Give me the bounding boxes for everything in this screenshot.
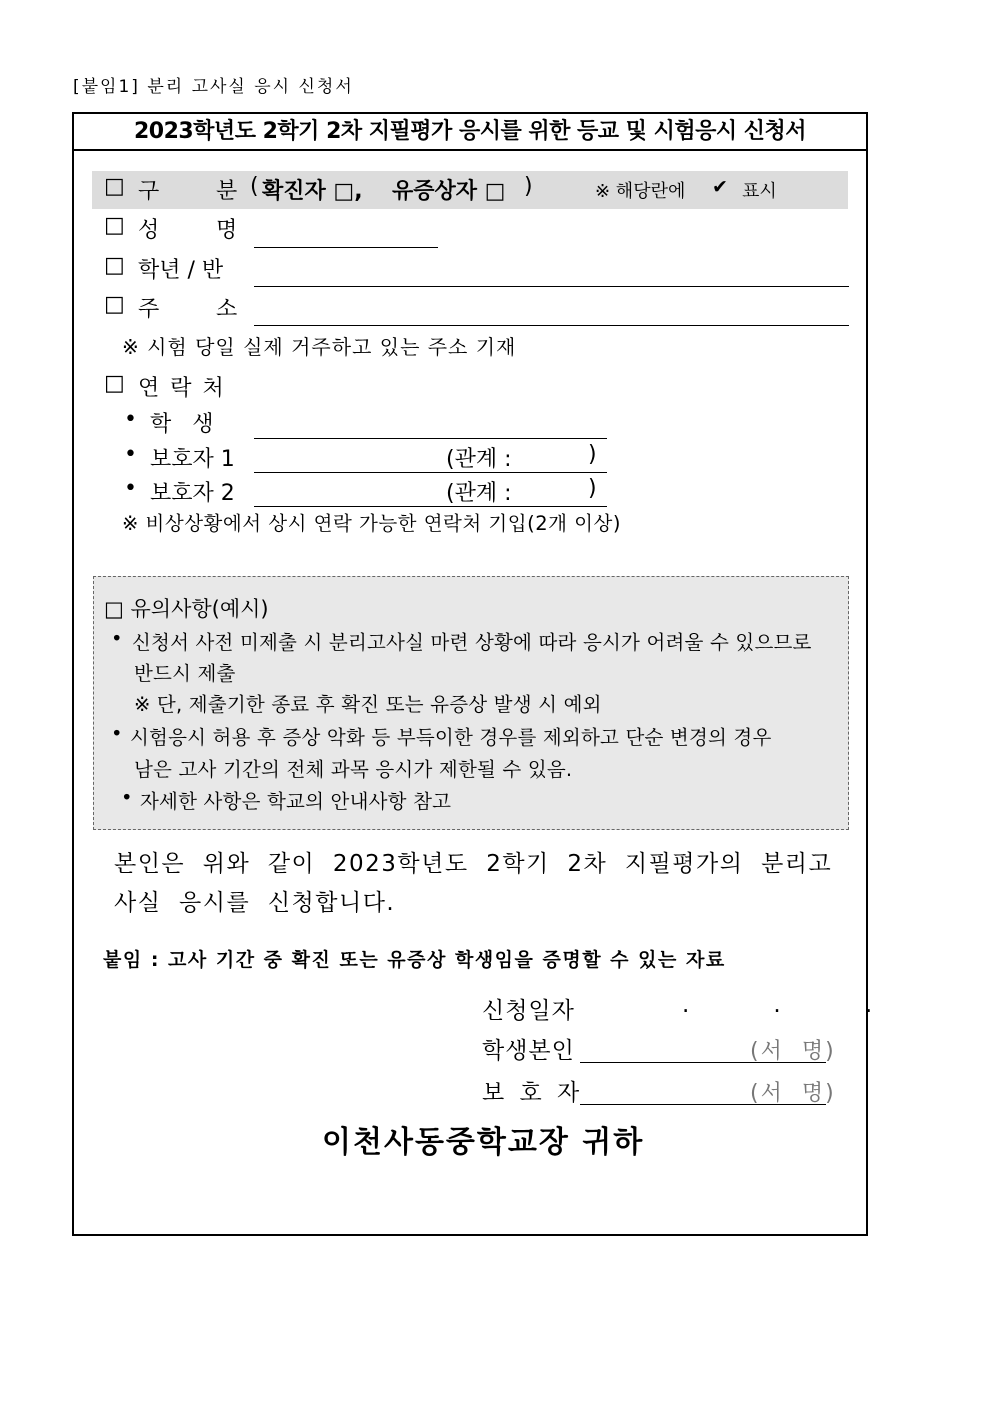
category-open-paren: ( — [250, 174, 259, 199]
contact-guardian2-label: 보호자 2 — [150, 481, 235, 506]
category-hint-prefix: ※ 해당란에 — [595, 181, 686, 202]
student-phone-input-line[interactable] — [254, 438, 607, 439]
guardian-signature-label: 보 호 자 — [482, 1080, 584, 1106]
guardian2-phone-input-line[interactable] — [254, 506, 607, 507]
grade-class-checkbox: □ — [104, 253, 125, 278]
guardian1-relation-close: ) — [588, 442, 597, 467]
bullet-student: • — [124, 407, 137, 432]
bullet-guardian1: • — [124, 442, 137, 467]
contact-guardian1-label: 보호자 1 — [150, 447, 235, 472]
address-checkbox: □ — [104, 292, 125, 317]
checkmark-icon: ✔ — [712, 176, 728, 198]
caution-item2-line1: 시험응시 허용 후 증상 악화 등 부득이한 경우를 제외하고 단순 변경의 경우 — [130, 726, 772, 749]
guardian-signature-line[interactable] — [580, 1104, 826, 1105]
caution-item3: 자세한 사항은 학교의 안내사항 참고 — [140, 790, 452, 813]
addressee: 이천사동중학교장 귀하 — [322, 1125, 645, 1160]
contact-checkbox: □ — [104, 371, 125, 396]
form-title: 2023학년도 2학기 2차 지필평가 응시를 위한 등교 및 시험응시 신청서 — [74, 114, 866, 151]
caution-bullet-3: • — [121, 786, 133, 809]
contact-student-label: 학 생 — [150, 412, 214, 437]
attachment-label: [붙임1] 분리 고사실 응시 신청서 — [73, 77, 354, 97]
guardian2-relation-label: (관계 : — [446, 481, 512, 506]
application-form — [72, 112, 874, 1236]
name-label-part2: 명 — [216, 218, 238, 243]
caution-bullet-2: • — [111, 722, 123, 745]
declaration-line1: 본인은 위와 같이 2023학년도 2학기 2차 지필평가의 분리고 — [114, 851, 833, 877]
caution-item1-sub: ※ 단, 제출기한 종료 후 확진 또는 유증상 발생 시 예외 — [134, 693, 602, 716]
caution-item2-line2: 남은 고사 기간의 전체 과목 응시가 제한될 수 있음. — [134, 758, 573, 781]
category-label-part2: 분 — [216, 179, 238, 204]
contact-label: 연 락 처 — [138, 376, 226, 401]
guardian-sign-placeholder: (서 명) — [750, 1081, 836, 1106]
name-label-part1: 성 — [138, 218, 160, 243]
student-sign-placeholder: (서 명) — [750, 1039, 836, 1064]
category-hint-suffix: 표시 — [742, 181, 777, 202]
bullet-guardian2: • — [124, 476, 137, 501]
caution-item1-line2: 반드시 제출 — [134, 662, 236, 685]
option-symptomatic[interactable]: 유증상자 □ — [392, 179, 506, 204]
guardian1-relation-label: (관계 : — [446, 447, 512, 472]
address-note: ※ 시험 당일 실제 거주하고 있는 주소 기재 — [122, 335, 517, 359]
option-confirmed-case[interactable]: 확진자 □, — [262, 179, 363, 204]
address-input-line[interactable] — [254, 325, 849, 326]
category-label-part1: 구 — [138, 179, 160, 204]
address-label-part1: 주 — [138, 297, 160, 322]
student-signature-line[interactable] — [580, 1062, 826, 1063]
name-input-line[interactable] — [254, 247, 438, 248]
attachment-note: 붙임 : 고사 기간 중 확진 또는 유증상 학생임을 증명할 수 있는 자료 — [103, 949, 726, 971]
contact-note: ※ 비상상황에서 상시 연락 가능한 연락처 기입(2개 이상) — [122, 512, 621, 535]
declaration-line2: 사실 응시를 신청합니다. — [114, 890, 396, 916]
guardian2-relation-close: ) — [588, 476, 597, 501]
grade-class-label: 학년 / 반 — [138, 258, 224, 283]
caution-bullet-1: • — [111, 627, 123, 650]
caution-item1-line1: 신청서 사전 미제출 시 분리고사실 마련 상황에 따라 응시가 어려울 수 있으므로 — [132, 631, 812, 654]
category-close-paren: ) — [524, 174, 533, 199]
application-date-dots[interactable]: . . . — [682, 992, 874, 1018]
application-date-label: 신청일자 — [482, 998, 575, 1024]
name-checkbox: □ — [104, 213, 125, 238]
cautions-heading: □ 유의사항(예시) — [104, 597, 269, 621]
grade-class-input-line[interactable] — [254, 286, 849, 287]
cautions-box — [93, 576, 849, 830]
guardian1-phone-input-line[interactable] — [254, 472, 607, 473]
student-signature-label: 학생본인 — [482, 1038, 575, 1064]
category-checkbox[interactable]: □ — [104, 174, 125, 199]
address-label-part2: 소 — [216, 297, 238, 322]
